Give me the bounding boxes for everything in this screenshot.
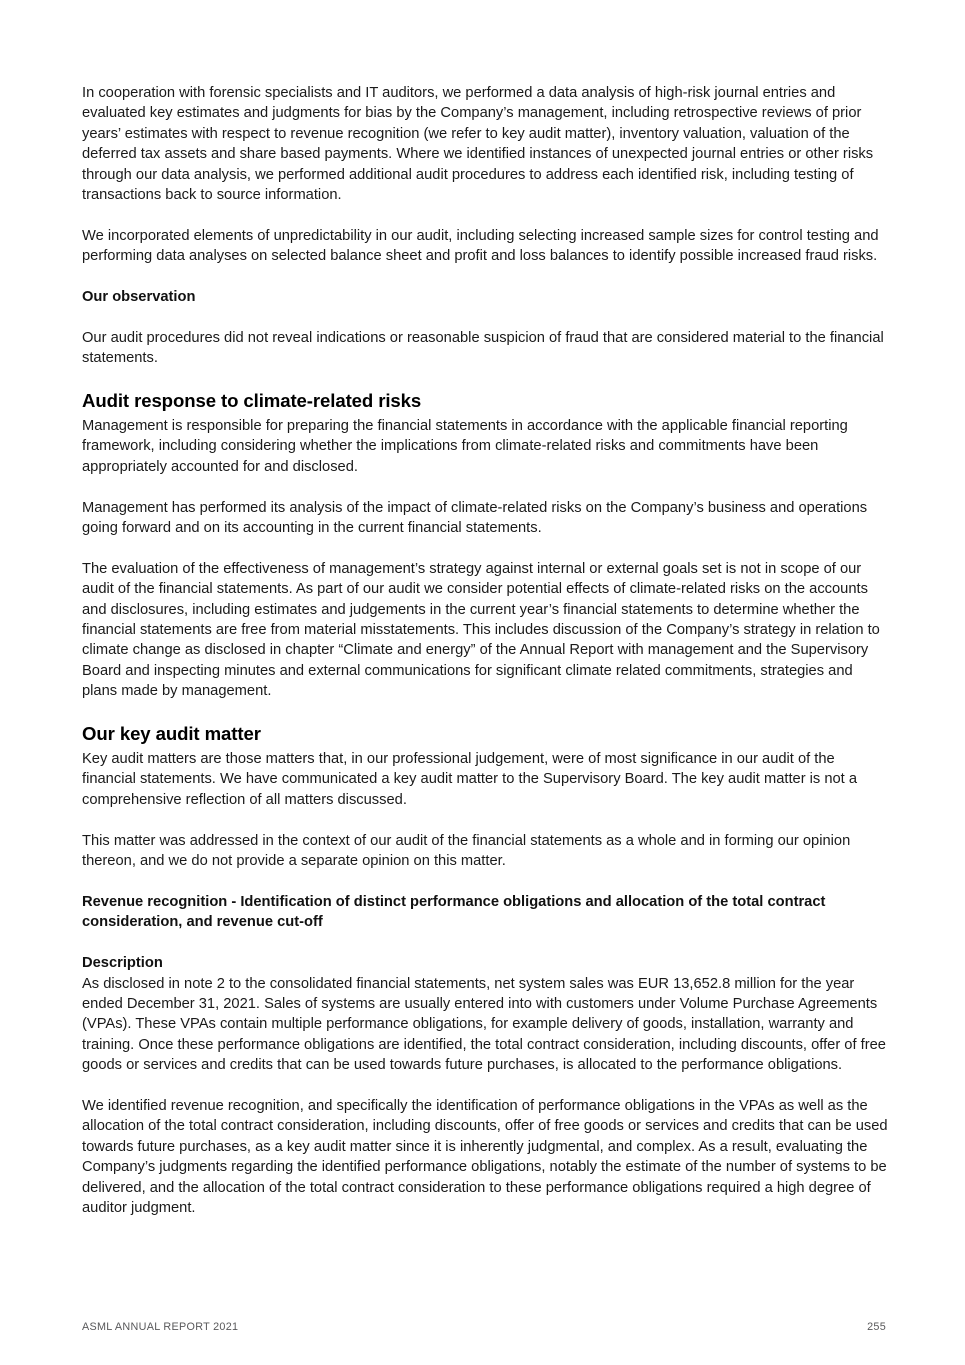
heading-our-key-audit-matter: Our key audit matter [82,723,261,745]
page-footer [82,1321,886,1334]
subheading-description: Description [82,955,163,972]
paragraph-unpredictability-elements: We incorporated elements of unpredictability in our audit, including selecting increased sample sizes for control testing and performing data analyses on selected balance sheet and profit and loss balances to identify possible increased fraud risks. [82,227,879,265]
paragraph-description-net-system-sales: As disclosed in note 2 to the consolidated financial statements, net system sales was EUR 13,652.8 million for the year ended December 31, 2021. Sales of systems are usually entered into with customers under Volume Purchase Agreements (VPAs). These VPAs contain multiple performance obligations, for example delivery of goods, installation, warranty and training. Once these performance obligations are identified, the total contract consideration, including discounts, offer of free goods or services and credits that can be used towards future purchases, is allocated to the performance obligations. [82,975,886,1074]
paragraph-key-audit-matters-definition: Key audit matters are those matters that, in our professional judgement, were of most significance in our audit of the financial statements. We have communicated a key audit matter to the Supervisory Board. The key audit matter is not a comprehensive reflection of all matters discussed. [82,751,858,808]
annual-report-page [82,83,888,1239]
paragraph-key-audit-matter-rationale: We identified revenue recognition, and specifically the identification of performance obligations in the VPAs as well as the allocation of the total contract consideration, including discounts, offer of free goods or services and credits that can be used towards future purchases, as a key audit matter since it is inherently judgmental, and complex. As a result, evaluating the Company’s judgments regarding the identified performance obligations, notably the estimate of the number of systems to be delivered, and the allocation of the total contract consideration to these performance obligations required a high degree of auditor judgment. [82,1097,888,1216]
heading-audit-response-climate-risks: Audit response to climate-related risks [82,390,422,412]
paragraph-management-climate-analysis: Management has performed its analysis of the impact of climate-related risks on the Company’s business and operations going forward and on its accounting in the current financial statements. [82,499,868,537]
paragraph-matter-context: This matter was addressed in the context of our audit of the financial statements as a whole and in forming our opinion thereon, and we do not provide a separate opinion on this matter. [82,832,851,870]
footer-report-title: ASML ANNUAL REPORT 2021 [82,1321,239,1333]
paragraph-management-responsibility: Management is responsible for preparing the financial statements in accordance with the applicable financial reporting framework, including considering whether the implications from climate-related risks and commitments have been appropriately accounted for and disclosed. [82,418,848,475]
paragraph-evaluation-scope: The evaluation of the effectiveness of management’s strategy against internal or external goals set is not in scope of our audit of the financial statements. As part of our audit we consider potential effects of climate-related risks on the accounts and disclosures, including estimates and judgements in the current year’s financial statements to determine whether the financial statements are free from material misstatements. This includes discussion of the Company’s strategy in relation to climate change as disclosed in chapter “Climate and energy” of the Annual Report with management and the Supervisory Board and inspecting minutes and external communications for significant climate related commitments, strategies and plans made by management. [82,560,880,700]
subheading-revenue-recognition-matter: Revenue recognition - Identification of distinct performance obligations and allocation of the total contract consideration, and revenue cut-off [82,893,826,931]
paragraph-forensic-data-analysis: In cooperation with forensic specialists and IT auditors, we performed a data analysis of high-risk journal entries and evaluated key estimates and judgments for bias by the Company’s management, including retrospective reviews of prior years’ estimates with respect to revenue recognition (we refer to key audit matter), inventory valuation, valuation of the deferred tax assets and share based payments. Where we identified instances of unexpected journal entries or other risks through our data analysis, we performed additional audit procedures to address each identified risk, including testing of transactions back to source information. [82,85,874,204]
footer-page-number: 255 [867,1321,886,1333]
paragraph-observation-result: Our audit procedures did not reveal indications or reasonable suspicion of fraud that are considered material to the financial statements. [82,329,884,367]
subheading-our-observation: Our observation [82,289,196,306]
